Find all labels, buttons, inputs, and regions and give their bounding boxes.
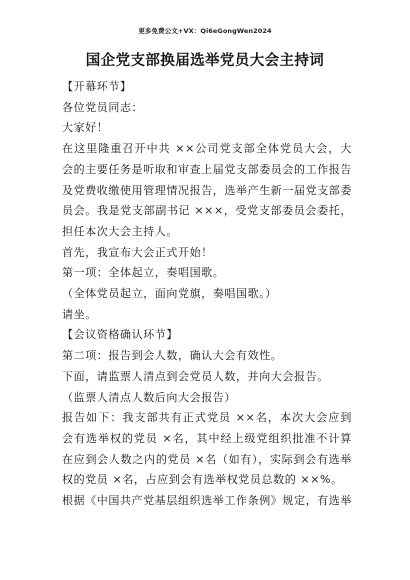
document-title: 国企党支部换届选举党员大会主持词 bbox=[85, 53, 325, 69]
paragraph-stage-direction-count: （监票人清点人数后向大会报告） bbox=[62, 390, 236, 404]
header-note: 更多免费公文+VX：Qi6eGongWen2024 bbox=[138, 27, 272, 35]
paragraph-salutation: 各位党员同志： bbox=[62, 100, 144, 114]
paragraph-attendance-report: 报告如下：我支部共有正式党员 ××名，本次大会应到会有选举权的党员 ×名，其中经上级党组织批准不计算在应到会人数之内的党员 ×名（如有），实际到会有选举权的党员 ×名，占应到会有选举权党员总数的 ××%。 bbox=[62, 411, 352, 487]
paragraph-item-one: 第一项：全体起立，奏唱国歌。 bbox=[62, 266, 225, 280]
paragraph-opening-announcement: 首先，我宣布大会正式开始！ bbox=[62, 245, 213, 259]
paragraph-introduction: 在这里隆重召开中共 ××公司党支部全体党员大会，大会的主要任务是听取和审查上届党支部委员会的工作报告及党费收缴使用管理情况报告，选举产生新一届党支部委员会。我是党支部副书记 ×××，受党支部委员会委托，担任本次大会主持人。 bbox=[62, 142, 352, 238]
document-body bbox=[62, 77, 352, 512]
paragraph-item-two: 第二项：报告到会人数，确认大会有效性。 bbox=[62, 349, 283, 363]
paragraph-regulation-reference: 根据《中国共产党基层组织选举工作条例》规定，有选举 bbox=[62, 494, 352, 508]
paragraph-greeting: 大家好！ bbox=[62, 121, 109, 135]
paragraph-count-request: 下面，请监票人清点到会党员人数，并向大会报告。 bbox=[62, 369, 329, 383]
paragraph-please-sit: 请坐。 bbox=[62, 307, 97, 321]
paragraph-stage-direction-anthem: （全体党员起立，面向党旗，奏唱国歌。） bbox=[62, 287, 277, 301]
section-heading-qualification: 【会议资格确认环节】 bbox=[62, 328, 178, 342]
section-heading-opening: 【开幕环节】 bbox=[62, 80, 132, 93]
